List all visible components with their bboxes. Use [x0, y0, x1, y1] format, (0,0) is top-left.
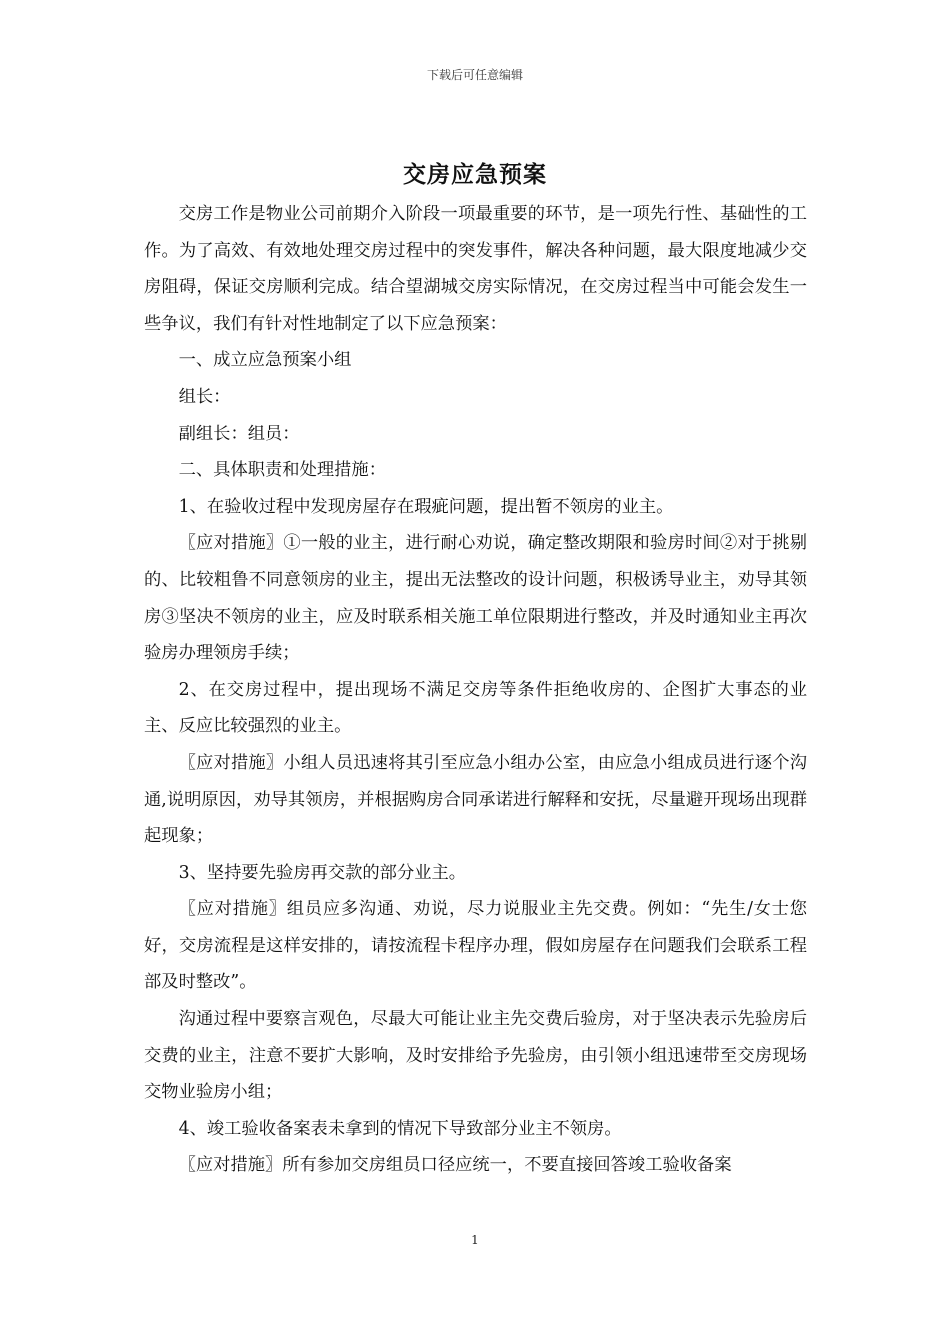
section-heading-1: 一、成立应急预案小组	[178, 350, 352, 371]
item-3-measures: 〖应对措施〗组员应多沟通、劝说，尽力说服业主先交费。例如：“先生/女士您好，交房流程是这样安排的，请按流程卡程序办理，假如房屋存在问题我们会联系工程部及时整改”。	[144, 899, 807, 993]
item-2-measures: 〖应对措施〗小组人员迅速将其引至应急小组办公室，由应急小组成员进行逐个沟通,说明原因，劝导其领房，并根据购房合同承诺进行解释和安抚，尽量避开现场出现群起现象；	[144, 752, 807, 847]
item-3-communication: 沟通过程中要察言观色，尽最大可能让业主先交费后验房，对于坚决表示先验房后交费的业主，注意不要扩大影响，及时安排给予先验房，由引领小组迅速带至交房现场交物业验房小组；	[144, 1009, 807, 1103]
document-title: 交房应急预案	[403, 161, 547, 188]
item-2: 2、在交房过程中，提出现场不满足交房等条件拒绝收房的、企图扩大事态的业主、反应比较强烈的业主。	[144, 679, 807, 737]
page-header-note: 下载后可任意编辑	[426, 68, 523, 82]
item-3: 3、坚持要先验房再交款的部分业主。	[178, 862, 467, 883]
paragraph-deputy: 副组长：组员：	[178, 423, 300, 444]
section-heading-2: 二、具体职责和处理措施：	[178, 460, 386, 481]
paragraph-intro: 交房工作是物业公司前期介入阶段一项最重要的环节，是一项先行性、基础性的工作。为了高效、有效地处理交房过程中的突发事件，解决各种问题，最大限度地减少交房阻碍，保证交房顺利完成。结合望湖城交房实际情况，在交房过程当中可能会发生一些争议，我们有针对性地制定了以下应急预案：	[144, 204, 807, 334]
page-number: 1	[471, 1233, 479, 1247]
paragraph-leader: 组长：	[178, 386, 231, 407]
item-4: 4、竣工验收备案表未拿到的情况下导致部分业主不领房。	[178, 1118, 622, 1139]
document-body	[144, 196, 807, 1184]
item-1: 1、在验收过程中发现房屋存在瑕疵问题，提出暂不领房的业主。	[178, 496, 674, 517]
item-1-measures: 〖应对措施〗①一般的业主，进行耐心劝说，确定整改期限和验房时间②对于挑剔的、比较粗鲁不同意领房的业主，提出无法整改的设计问题，积极诱导业主，劝导其领房③坚决不领房的业主，应及时联系相关施工单位限期进行整改，并及时通知业主再次验房办理领房手续；	[144, 533, 807, 664]
item-4-measures: 〖应对措施〗所有参加交房组员口径应统一，不要直接回答竣工验收备案	[178, 1155, 732, 1176]
